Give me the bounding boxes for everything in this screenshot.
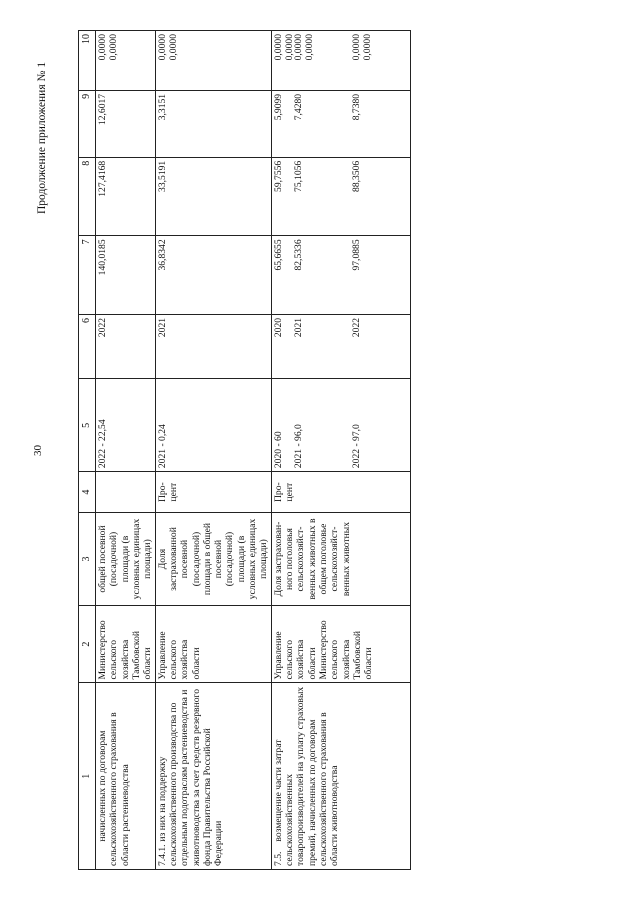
- year-regional: 8,7380: [350, 93, 362, 121]
- row-local: 0,0000: [156, 34, 168, 61]
- row-other: 0,0000: [108, 34, 120, 61]
- row-executor: Министерство сельского хозяйства Тамбовской области: [96, 605, 156, 683]
- row-description: начисленных по договорам сельскохозяйственного страхования в области растениеводства: [97, 712, 131, 866]
- row-description: возмещение части затрат сельскохозяйственных товаропроизводителей на уплату страховых премий, начисленных по договорам сельскохозяйственного страхования в области животноводства: [272, 686, 341, 866]
- page-number: 30: [32, 445, 44, 456]
- year-regional: 5,9099: [272, 93, 284, 121]
- table-row: [155, 31, 271, 870]
- year-other: 0,0000: [284, 34, 295, 61]
- row-target: 2022 - 22,54: [96, 379, 156, 472]
- row-year: 2021: [155, 314, 271, 379]
- header-cell-2: 2: [79, 605, 96, 683]
- row-indicator: общей посевной (посадочной) площади (в условных единицах площади): [96, 513, 156, 606]
- program-table: [78, 30, 411, 870]
- header-cell-4: 4: [79, 472, 96, 513]
- header-row: [79, 31, 96, 870]
- year-other: 0,0000: [362, 34, 373, 61]
- header-cell-9: 9: [79, 90, 96, 157]
- year-federal: 75,1056: [292, 160, 304, 192]
- year-local: 0,0000: [272, 34, 284, 61]
- table-row: [96, 31, 156, 870]
- row-target: 2021 - 0,24: [155, 379, 271, 472]
- year-target: 2021 - 96,0: [292, 424, 304, 469]
- row-number: 7.5.: [272, 851, 284, 866]
- row-indicator: Доля застрахованной посевной (посадочной) площади в общей посевной (посадочной) площади (в условных единицах площади): [155, 513, 271, 606]
- year-target: 2022 - 97,0: [350, 424, 362, 469]
- row-unit: Про-цент: [155, 472, 271, 513]
- row-year: 2022: [96, 314, 156, 379]
- year-other: 0,0000: [304, 34, 315, 61]
- year-local: 0,0000: [292, 34, 304, 61]
- header-cell-6: 6: [79, 314, 96, 379]
- header-cell-3: 3: [79, 513, 96, 606]
- header-cell-5: 5: [79, 379, 96, 472]
- year-label: 2020: [272, 317, 284, 338]
- header-cell-10: 10: [79, 31, 96, 91]
- row-executor-secondary: Министерство сельского хозяйства Тамбовской области: [317, 620, 375, 680]
- row-description: из них на поддержку сельскохозяйственного производства по отдельным подотраслям растениеводства и животноводства за счет средств резервного фонда Правительства Российской Федерации: [156, 688, 225, 866]
- row-unit: Про-цент: [271, 472, 410, 513]
- year-federal: 59,7556: [272, 160, 284, 192]
- row-regional: 12,6017: [96, 90, 156, 157]
- year-total: 82,5336: [292, 239, 304, 271]
- header-cell-8: 8: [79, 157, 96, 236]
- rotated-table-frame: [78, 30, 598, 870]
- year-federal: 88,3506: [350, 160, 362, 192]
- row-regional: 3,3151: [155, 90, 271, 157]
- row-executor-primary: Управление сельского хозяйства области: [272, 631, 318, 680]
- row-executor: Управление сельского хозяйства области: [155, 605, 271, 683]
- header-cell-1: 1: [79, 683, 96, 870]
- year-total: 97,0885: [350, 239, 362, 271]
- year-label: 2021: [292, 317, 304, 338]
- year-regional: 7,4280: [292, 93, 304, 121]
- row-indicator: Доля застрахован-ного поголовья сельскохозяйст-венных животных в общем поголовье сельскохозяйст-венных животных: [271, 513, 410, 606]
- continuation-title: Продолжение приложения № 1: [36, 61, 48, 214]
- row-number: 7.4.1.: [156, 844, 168, 866]
- table-row: [271, 31, 410, 870]
- row-local: 0,0000: [97, 34, 108, 61]
- row-unit: [96, 472, 156, 513]
- year-local: 0,0000: [350, 34, 362, 61]
- year-label: 2022: [350, 317, 362, 338]
- row-other: 0,0000: [167, 34, 179, 61]
- row-federal: 127,4168: [96, 157, 156, 236]
- row-total: 36,8342: [155, 236, 271, 315]
- row-total: 140,0185: [96, 236, 156, 315]
- header-cell-7: 7: [79, 236, 96, 315]
- year-total: 65,6655: [272, 239, 284, 271]
- row-federal: 33,5191: [155, 157, 271, 236]
- year-target: 2020 - 60: [272, 431, 284, 469]
